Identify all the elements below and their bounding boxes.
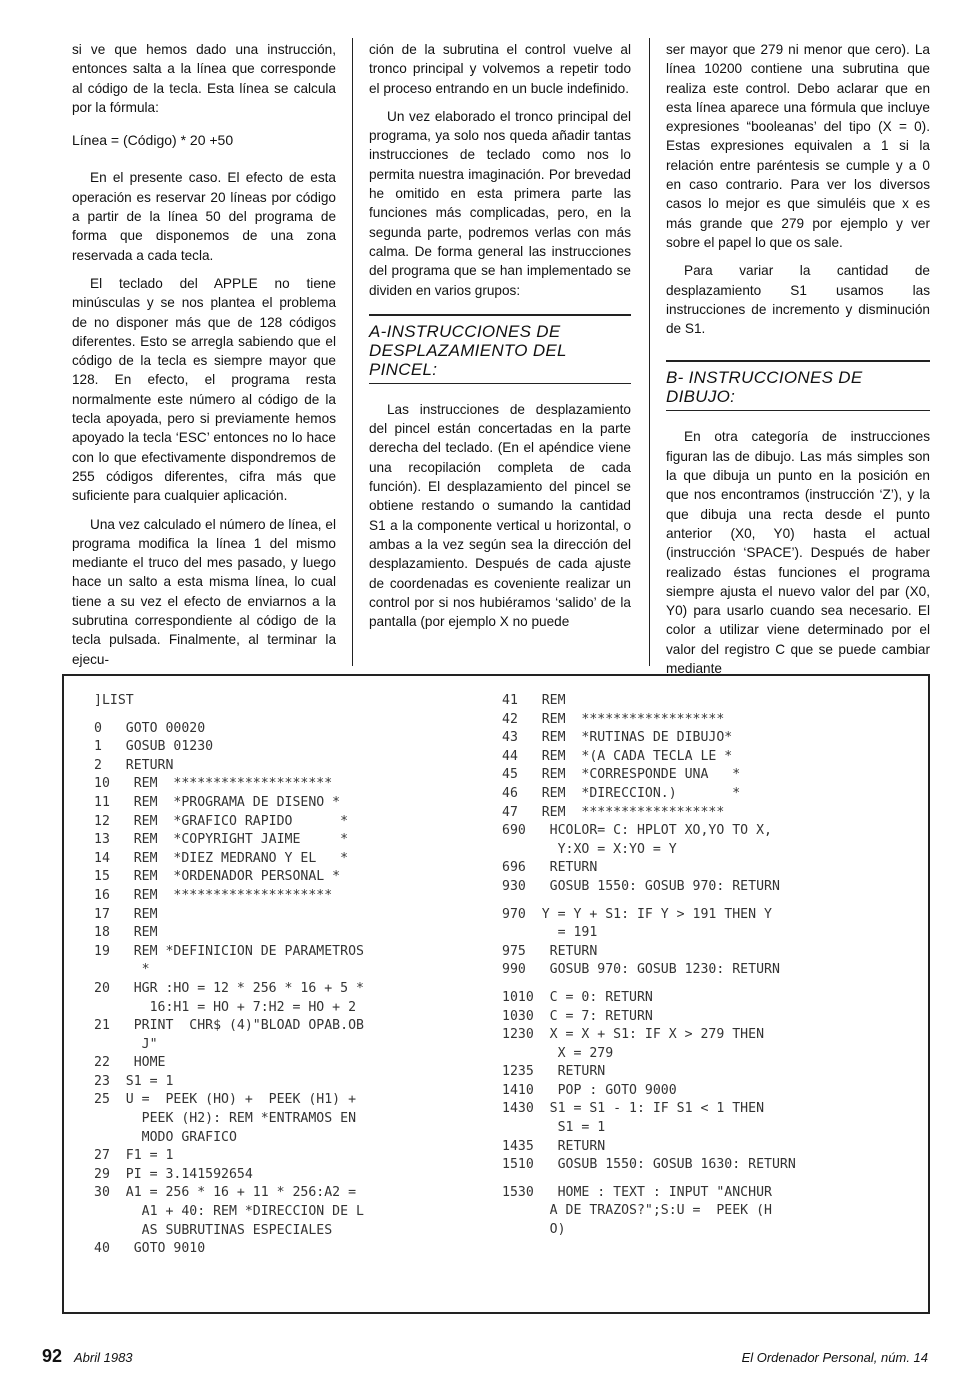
listing-column-left xyxy=(94,692,364,1259)
paragraph: ción de la subrutina el control vuelve al tronco principal y volvemos a repetir todo el proceso entrando en un bucle indefinido. xyxy=(369,42,631,96)
code-line: 1430 S1 = S1 - 1: IF S1 < 1 THEN xyxy=(502,1101,765,1117)
code-line: 27 F1 = 1 xyxy=(94,1148,174,1164)
code-line: ]LIST xyxy=(94,693,134,708)
column-divider xyxy=(352,38,353,666)
code-line: 1435 RETURN xyxy=(502,1138,606,1154)
program-listing-box xyxy=(62,674,930,1314)
code-line: 44 REM *(A CADA TECLA LE * xyxy=(502,748,733,764)
paragraph: En el presente caso. El efecto de esta operación es reservar 20 líneas por código a partir de la línea 50 del programa de forma que disponemos de una zona reservada a cada tecla. xyxy=(72,170,336,263)
code-line: 15 REM *ORDENADOR PERSONAL * xyxy=(94,869,341,885)
code-line: 690 HCOLOR= C: HPLOT XO,YO TO X, xyxy=(502,823,772,839)
section-heading-b xyxy=(666,360,930,411)
code-line: 45 REM *CORRESPONDE UNA * xyxy=(502,767,741,783)
paragraph: Una vez calculado el número de línea, el programa modifica la línea 1 del mismo mediante el truco del mes pasado, y luego hace un salto a esta misma línea, lo cual tiene a su vez el efecto de enviarnos a la subrutina correspondiente al código de la tecla pulsada. Finalmente, al terminar la ejecu- xyxy=(72,516,336,667)
code-line: 47 REM ****************** xyxy=(502,804,725,820)
formula: Línea = (Código) * 20 +50 xyxy=(72,132,234,149)
code-line: 17 REM xyxy=(94,906,158,922)
code-line: 1410 POP : GOTO 9000 xyxy=(502,1082,677,1098)
code-line: 16 REM ******************** xyxy=(94,887,333,903)
code-line: 18 REM xyxy=(94,925,158,941)
code-line: A1 + 40: REM *DIRECCION DE L xyxy=(94,1204,364,1220)
code-line: O) xyxy=(502,1222,566,1238)
code-line: 46 REM *DIRECCION.) * xyxy=(502,785,741,801)
paragraph: si ve que hemos dado una instrucción, entonces salta a la línea que corresponde al código de la tecla. Esta línea se calcula por la fórmula: xyxy=(72,42,336,115)
code-line: 14 REM *DIEZ MEDRANO Y EL * xyxy=(94,850,349,866)
code-line: * xyxy=(94,962,150,978)
issue-date: Abril 1983 xyxy=(74,1350,133,1365)
code-line: 990 GOSUB 970: GOSUB 1230: RETURN xyxy=(502,962,780,978)
code-line: X = 279 xyxy=(502,1045,614,1061)
paragraph: El teclado del APPLE no tiene minúsculas y se nos plantea el problema de no disponer más que de 128 códigos diferentes. Esto se arregla sabiendo que el código de la tecla es siempre mayor que 128. En efecto, el programa resta normalmente este número al código de la tecla apoyada, pero si previamente hemos apoyado la tecla ‘ESC’ entonces no lo hace con lo que efectivamente dispondremos de 255 códigos diferentes, cifra más que suficiente para cualquier aplicación. xyxy=(72,275,336,504)
code-line: 16:H1 = HO + 7:H2 = HO + 2 xyxy=(94,999,357,1015)
code-line: 1510 GOSUB 1550: GOSUB 1630: RETURN xyxy=(502,1157,796,1173)
code-line: 25 U = PEEK (HO) + PEEK (H1) + xyxy=(94,1092,357,1108)
code-line: 42 REM ****************** xyxy=(502,711,725,727)
code-line: 19 REM *DEFINICION DE PARAMETROS xyxy=(94,943,364,959)
code-line: 1230 X = X + S1: IF X > 279 THEN xyxy=(502,1027,765,1043)
code-line: 975 RETURN xyxy=(502,943,598,959)
code-line: 22 HOME xyxy=(94,1055,166,1071)
code-line: 11 REM *PROGRAMA DE DISENO * xyxy=(94,794,341,810)
code-line: 0 GOTO 00020 xyxy=(94,720,206,736)
page-number: 92 xyxy=(42,1346,63,1366)
code-line: 20 HGR :HO = 12 * 256 * 16 + 5 * xyxy=(94,980,364,996)
code-line: S1 = 1 xyxy=(502,1120,606,1136)
paragraph: En otra categoría de instrucciones figuran las de dibujo. Las más simples son la que dibuja un punto en la posición en que nos encontramos (instrucción ‘Z’), y la que dibuja una recta desde el punto anterior (X0, Y0) hasta el actual (instrucción ‘SPACE’). Después de haber realizado éstas funciones el programa siempre ajusta el nuevo valor del par (X0, Y0) para usarlo cuando sea necesario. El color a utilizar viene determinado por el valor del registro C que se puede cambiar mediante xyxy=(666,429,930,677)
paragraph: Para variar la cantidad de desplazamiento S1 usamos las instrucciones de incremento y disminución de S1. xyxy=(666,263,930,337)
code-line: PEEK (H2): REM *ENTRAMOS EN xyxy=(94,1111,357,1127)
column-divider xyxy=(649,38,650,666)
code-line: = 191 xyxy=(502,925,598,941)
text-column-1 xyxy=(72,40,336,678)
code-line: AS SUBRUTINAS ESPECIALES xyxy=(94,1222,333,1238)
section-heading-a xyxy=(369,314,631,384)
code-line: MODO GRAFICO xyxy=(94,1129,237,1145)
code-line: 40 GOTO 9010 xyxy=(94,1241,206,1257)
code-line: Y:XO = X:YO = Y xyxy=(502,841,677,857)
code-line: 23 S1 = 1 xyxy=(94,1073,174,1089)
code-line: 1010 C = 0: RETURN xyxy=(502,989,653,1005)
code-line: 21 PRINT CHR$ (4)"BLOAD OPAB.OB xyxy=(94,1018,364,1034)
text-column-3 xyxy=(666,40,930,687)
code-line: 43 REM *RUTINAS DE DIBUJO* xyxy=(502,730,733,746)
section-heading-text: B- INSTRUCCIONES DE DIBUJO: xyxy=(666,368,863,407)
paragraph: ser mayor que 279 ni menor que cero). La línea 10200 contiene una subrutina que realiza este control. Debo aclarar que en esta línea aparece una fórmula que incluye expresiones “booleanas’ del tipo (X = 0). Estas expresiones equivalen a 1 si la relación entre paréntesis se cumple y a 0 en caso contrario. Para ver los diversos casos lo mejor es que simuléis que x es más grande que 279 por ejemplo y ver sobre el papel lo que os sale. xyxy=(666,42,930,250)
code-line: 1235 RETURN xyxy=(502,1064,606,1080)
code-line: 30 A1 = 256 * 16 + 11 * 256:A2 = xyxy=(94,1185,357,1201)
code-line: 41 REM xyxy=(502,693,566,708)
paragraph: Las instrucciones de desplazamiento del pincel están concertadas en la parte derecha del teclado. (En el apéndice viene una recopilación completa de cada función). El desplazamiento del pincel se obtiene restando o sumando la cantidad S1 a la componente vertical u horizontal, o ambas a la vez según sea la dirección del desplazamiento. Después de cada ajuste de coordenadas es coveniente realizar un control por si nos hubiéramos ‘salido’ de la pantalla (por ejemplo X no puede xyxy=(369,401,631,630)
code-line: A DE TRAZOS?";S:U = PEEK (H xyxy=(502,1203,772,1219)
page-footer xyxy=(0,1346,970,1374)
code-line: 13 REM *COPYRIGHT JAIME * xyxy=(94,832,349,848)
code-line: 696 RETURN xyxy=(502,860,598,876)
text-column-2 xyxy=(369,40,631,640)
paragraph: Un vez elaborado el tronco principal del programa, ya solo nos queda añadir tantas instrucciones de teclado como nos lo permita nuestra imaginación. Por brevedad he omitido en esta primera parte las funciones más complicadas, pero, en la segunda parte, podremos verlas con más calma. De forma general las instrucciones del programa que se han implementado se dividen en varios grupos: xyxy=(369,108,631,298)
code-line: 10 REM ******************** xyxy=(94,776,333,792)
code-line: 1030 C = 7: RETURN xyxy=(502,1008,653,1024)
section-heading-text: A-INSTRUCCIONES DE DESPLAZAMIENTO DEL PINCEL: xyxy=(369,321,567,379)
code-line: 12 REM *GRAFICO RAPIDO * xyxy=(94,813,349,829)
publication-name: El Ordenador Personal, núm. 14 xyxy=(741,1350,928,1365)
code-line: 1 GOSUB 01230 xyxy=(94,739,214,755)
code-line: J" xyxy=(94,1036,158,1052)
code-line: 29 PI = 3.141592654 xyxy=(94,1166,253,1182)
code-line: 970 Y = Y + S1: IF Y > 191 THEN Y xyxy=(502,906,772,922)
code-line: 1530 HOME : TEXT : INPUT "ANCHUR xyxy=(502,1184,772,1200)
code-line: 930 GOSUB 1550: GOSUB 970: RETURN xyxy=(502,878,780,894)
code-line: 2 RETURN xyxy=(94,757,174,773)
listing-column-right xyxy=(502,692,796,1240)
